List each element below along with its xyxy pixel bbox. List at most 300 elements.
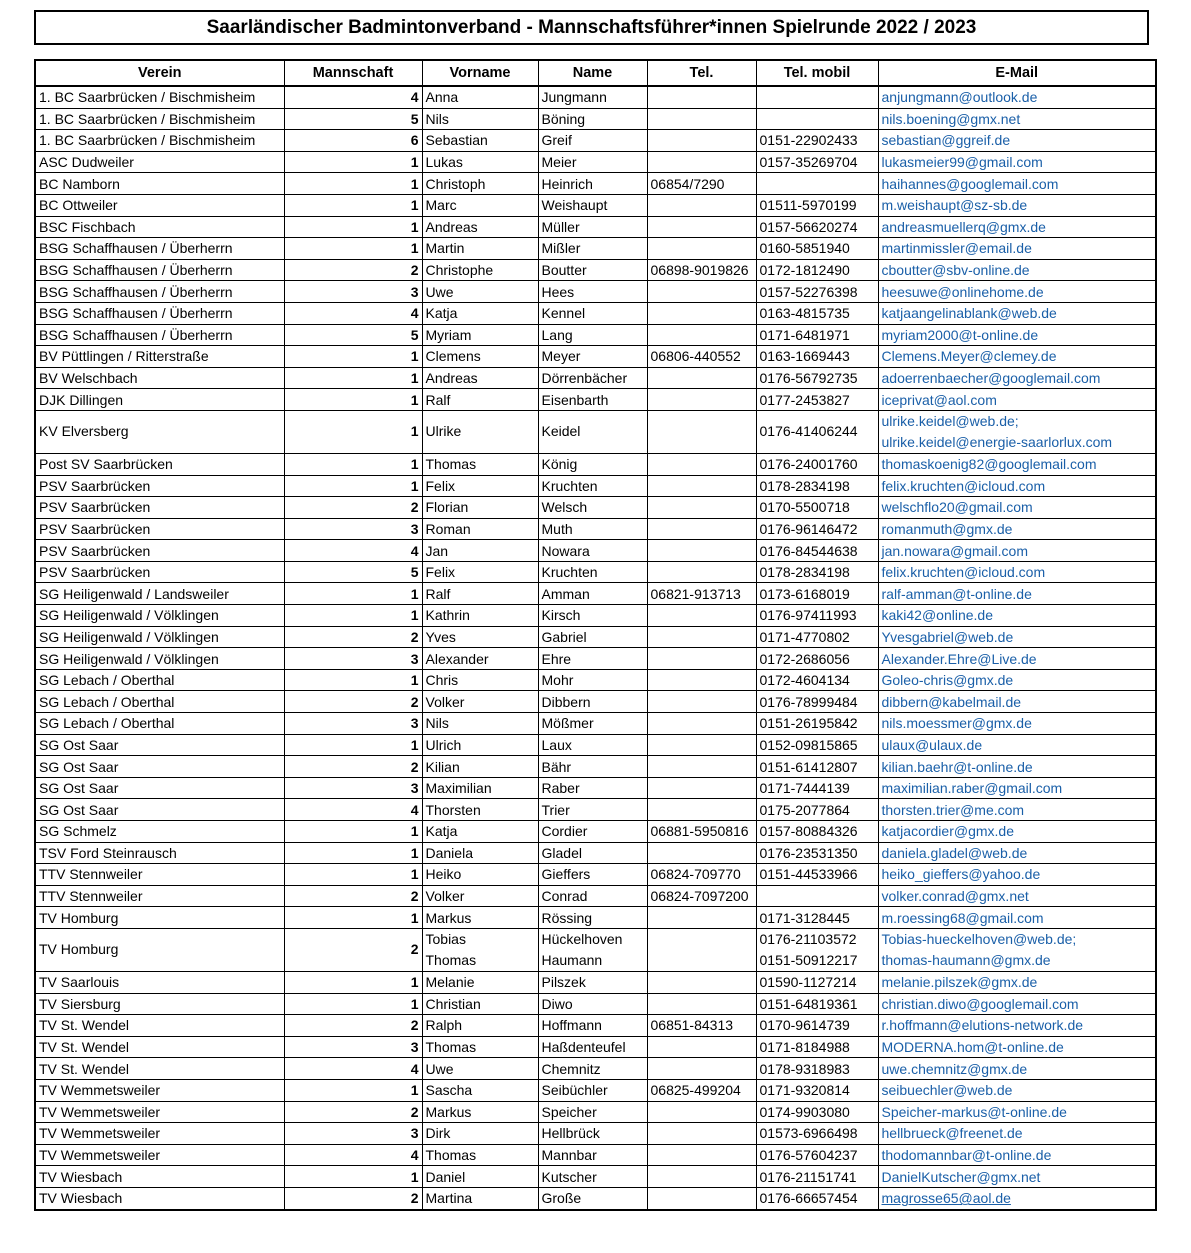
cell-email-link[interactable] — [878, 713, 1156, 735]
cell-tel-mobil — [756, 885, 878, 907]
cell-verein: Post SV Saarbrücken — [35, 453, 284, 475]
cell-email-link[interactable] — [878, 1166, 1156, 1188]
table-row — [35, 648, 1156, 670]
cell-email-link[interactable] — [878, 453, 1156, 475]
cell-name — [538, 1036, 647, 1058]
cell-email-link-value[interactable]: felix.kruchten@icloud.com — [881, 477, 1046, 494]
cell-tel-mobil — [756, 626, 878, 648]
cell-vorname-value: Christoph — [425, 175, 486, 192]
cell-name-value: Rössing — [541, 909, 593, 926]
cell-tel — [647, 346, 756, 368]
table-row — [35, 691, 1156, 713]
cell-vorname — [422, 194, 538, 216]
table-row — [35, 561, 1156, 583]
cell-tel — [647, 734, 756, 756]
cell-name-value: Heinrich — [541, 175, 593, 192]
cell-email-link[interactable] — [878, 302, 1156, 324]
cell-email-link[interactable] — [878, 518, 1156, 540]
cell-email-link[interactable] — [878, 1058, 1156, 1080]
cell-tel-mobil-value: 0172-4604134 — [759, 672, 850, 689]
table-row — [35, 367, 1156, 389]
cell-vorname-value: Clemens — [425, 348, 481, 365]
cell-verein: PSV Saarbrücken — [35, 540, 284, 562]
cell-vorname-value: Volker — [425, 888, 465, 905]
cell-tel — [647, 605, 756, 627]
cell-vorname-value: Jan — [425, 542, 449, 559]
cell-tel — [647, 151, 756, 173]
table-row — [35, 346, 1156, 368]
cell-email-link-value[interactable]: martinmissler@email.de — [881, 240, 1032, 257]
cell-email-link[interactable] — [878, 1123, 1156, 1145]
cell-email-link[interactable] — [878, 497, 1156, 519]
cell-verein: TV St. Wendel — [35, 1058, 284, 1080]
cell-vorname-value: Chris — [425, 672, 459, 689]
cell-mannschaft: 4 — [284, 302, 422, 324]
cell-tel — [647, 583, 756, 605]
cell-tel-mobil-value: 0176-66657454 — [759, 1190, 858, 1207]
cell-email-link[interactable] — [878, 928, 1156, 971]
cell-email-link[interactable] — [878, 540, 1156, 562]
cell-vorname-value: Sascha — [425, 1082, 473, 1099]
cell-email-link[interactable] — [878, 907, 1156, 929]
table-row — [35, 497, 1156, 519]
cell-mannschaft: 4 — [284, 799, 422, 821]
cell-email-link-value[interactable]: thorsten.trier@me.com — [881, 801, 1025, 818]
cell-name-value: Haumann — [541, 951, 603, 968]
cell-tel — [647, 540, 756, 562]
cell-email-link-value[interactable]: ulaux@ulaux.de — [881, 736, 983, 753]
cell-email-link-value[interactable]: Tobias-hueckelhoven@web.de; — [881, 930, 1077, 947]
cell-name-value: Ehre — [541, 650, 572, 667]
cell-email-link-value[interactable]: romanmuth@gmx.de — [881, 520, 1013, 537]
cell-tel-mobil — [756, 346, 878, 368]
cell-email-link-value[interactable]: christian.diwo@googlemail.com — [881, 995, 1079, 1012]
cell-name-value: König — [541, 456, 578, 473]
cell-email-link[interactable] — [878, 410, 1156, 453]
cell-verein: SG Lebach / Oberthal — [35, 713, 284, 735]
cell-email-link[interactable] — [878, 605, 1156, 627]
cell-vorname-value: Ralf — [425, 391, 451, 408]
cell-email-link-value[interactable]: anjungmann@outlook.de — [881, 89, 1038, 106]
table-row — [35, 1187, 1156, 1209]
cell-email-link[interactable] — [878, 756, 1156, 778]
cell-tel-mobil-value: 0151-26195842 — [759, 715, 858, 732]
cell-name-value: Amman — [541, 585, 590, 602]
cell-mannschaft: 1 — [284, 1166, 422, 1188]
cell-tel-mobil-value: 0176-84544638 — [759, 542, 858, 559]
cell-verein: SG Heiligenwald / Landsweiler — [35, 583, 284, 605]
cell-verein: SG Heiligenwald / Völklingen — [35, 626, 284, 648]
cell-name — [538, 518, 647, 540]
cell-vorname-value: Markus — [425, 1103, 472, 1120]
table-row — [35, 518, 1156, 540]
cell-email-link-value[interactable]: Clemens.Meyer@clemey.de — [881, 348, 1057, 365]
cell-email-link[interactable] — [878, 1015, 1156, 1037]
cell-email-link[interactable] — [878, 648, 1156, 670]
cell-name-value: Große — [541, 1190, 582, 1207]
cell-name — [538, 971, 647, 993]
cell-tel-mobil — [756, 1123, 878, 1145]
cell-name-value: Conrad — [541, 888, 588, 905]
cell-email-link-value[interactable]: nils.boening@gmx.net — [881, 110, 1021, 127]
cell-email-link-value[interactable]: andreasmuellerq@gmx.de — [881, 218, 1046, 235]
cell-mannschaft: 1 — [284, 194, 422, 216]
cell-email-link-value[interactable]: uwe.chemnitz@gmx.de — [881, 1060, 1028, 1077]
cell-tel-mobil-value: 0176-96146472 — [759, 520, 858, 537]
cell-email-link-value[interactable]: katjacordier@gmx.de — [881, 823, 1014, 840]
cell-email-link[interactable] — [878, 173, 1156, 195]
cell-name — [538, 86, 647, 108]
cell-tel — [647, 885, 756, 907]
cell-tel-value — [651, 421, 753, 442]
cell-email-link-value[interactable]: felix.kruchten@icloud.com — [881, 564, 1046, 581]
cell-verein: BSG Schaffhausen / Überherrn — [35, 302, 284, 324]
cell-tel — [647, 971, 756, 993]
cell-email-link-value[interactable]: Yvesgabriel@web.de — [881, 628, 1014, 645]
cell-tel-value: 06821-913713 — [650, 585, 741, 602]
cell-tel-value: 06825-499204 — [650, 1082, 741, 1099]
cell-tel — [647, 259, 756, 281]
cell-email-link-value[interactable]: Goleo-chris@gmx.de — [881, 672, 1014, 689]
cell-vorname — [422, 691, 538, 713]
cell-tel-mobil-value: 0171-8184988 — [759, 1039, 850, 1056]
cell-vorname — [422, 885, 538, 907]
table-row — [35, 799, 1156, 821]
cell-tel-mobil-value: 0174-9903080 — [759, 1103, 850, 1120]
cell-name — [538, 993, 647, 1015]
cell-email-link-value[interactable]: kilian.baehr@t-online.de — [881, 758, 1033, 775]
cell-email-link[interactable] — [878, 1187, 1156, 1209]
cell-mannschaft: 1 — [284, 453, 422, 475]
cell-tel — [647, 1015, 756, 1037]
cell-email-link[interactable] — [878, 1101, 1156, 1123]
cell-email-link-value[interactable]: DanielKutscher@gmx.net — [881, 1168, 1041, 1185]
cell-email-link[interactable] — [878, 626, 1156, 648]
cell-email-link[interactable] — [878, 691, 1156, 713]
cell-vorname-value: Daniela — [425, 844, 473, 861]
cell-vorname — [422, 518, 538, 540]
cell-tel-mobil — [756, 194, 878, 216]
cell-tel-mobil — [756, 108, 878, 130]
cell-tel-mobil-value: 0171-9320814 — [759, 1082, 850, 1099]
cell-vorname-value: Ulrich — [425, 736, 462, 753]
cell-email-link-value[interactable]: thodomannbar@t-online.de — [881, 1147, 1052, 1164]
cell-email-link[interactable] — [878, 367, 1156, 389]
cell-email-link[interactable] — [878, 993, 1156, 1015]
cell-vorname — [422, 281, 538, 303]
cell-tel — [647, 194, 756, 216]
cell-email-link-value[interactable]: Alexander.Ehre@Live.de — [881, 650, 1037, 667]
cell-email-link-value[interactable]: heesuwe@onlinehome.de — [881, 283, 1044, 300]
cell-email-link-value[interactable]: cboutter@sbv-online.de — [881, 262, 1030, 279]
cell-tel — [647, 130, 756, 152]
cell-email-link[interactable] — [878, 583, 1156, 605]
cell-email-link[interactable] — [878, 1144, 1156, 1166]
cell-email-link[interactable] — [878, 151, 1156, 173]
cell-mannschaft: 4 — [284, 1058, 422, 1080]
cell-tel-mobil — [756, 971, 878, 993]
cell-email-link-value[interactable]: lukasmeier99@gmail.com — [881, 154, 1043, 171]
cell-email-link-value[interactable]: heiko_gieffers@yahoo.de — [881, 866, 1041, 883]
cell-verein: SG Lebach / Oberthal — [35, 669, 284, 691]
cell-tel — [647, 410, 756, 453]
cell-email-link[interactable] — [878, 842, 1156, 864]
cell-vorname-value: Tobias — [425, 930, 466, 947]
cell-name — [538, 281, 647, 303]
cell-email-link-value[interactable]: adoerrenbaecher@googlemail.com — [881, 370, 1101, 387]
cell-vorname-value: Kathrin — [425, 607, 470, 624]
cell-vorname — [422, 130, 538, 152]
cell-name-value: Pilszek — [541, 974, 586, 991]
cell-verein: PSV Saarbrücken — [35, 497, 284, 519]
cell-name-value: Mannbar — [541, 1147, 597, 1164]
cell-tel-mobil-value: 0157-52276398 — [759, 283, 858, 300]
cell-tel-mobil — [756, 734, 878, 756]
cell-mannschaft: 1 — [284, 842, 422, 864]
cell-email-link-value[interactable]: m.weishaupt@sz-sb.de — [881, 197, 1028, 214]
table-row — [35, 885, 1156, 907]
cell-verein: SG Lebach / Oberthal — [35, 691, 284, 713]
cell-tel-mobil — [756, 756, 878, 778]
table-row — [35, 993, 1156, 1015]
cell-email-link[interactable] — [878, 777, 1156, 799]
cell-vorname-value: Thorsten — [425, 801, 481, 818]
cell-tel-mobil-value: 0157-80884326 — [759, 823, 858, 840]
cell-verein: SG Ost Saar — [35, 777, 284, 799]
cell-vorname — [422, 971, 538, 993]
cell-vorname — [422, 259, 538, 281]
cell-email-link[interactable] — [878, 734, 1156, 756]
cell-email-link-value[interactable]: iceprivat@aol.com — [881, 391, 997, 408]
cell-email-link-value[interactable]: Speicher-markus@t-online.de — [881, 1103, 1067, 1120]
column-header-name: Name — [538, 60, 647, 86]
cell-email-link[interactable] — [878, 130, 1156, 152]
cell-email-link-value[interactable]: melanie.pilszek@gmx.de — [881, 974, 1038, 991]
cell-name — [538, 907, 647, 929]
cell-email-link-value[interactable]: haihannes@googlemail.com — [881, 175, 1059, 192]
table-row — [35, 1058, 1156, 1080]
cell-email-link-value[interactable]: maximilian.raber@gmail.com — [881, 780, 1063, 797]
cell-email-link-value[interactable]: hellbrueck@freenet.de — [881, 1125, 1023, 1142]
cell-mannschaft: 3 — [284, 281, 422, 303]
cell-email-link[interactable] — [878, 1036, 1156, 1058]
cell-email-link-value[interactable]: kaki42@online.de — [881, 607, 994, 624]
cell-mannschaft: 1 — [284, 410, 422, 453]
cell-name-value: Keidel — [541, 423, 581, 440]
cell-email-link[interactable] — [878, 216, 1156, 238]
cell-tel — [647, 648, 756, 670]
cell-email-link[interactable] — [878, 799, 1156, 821]
cell-mannschaft: 1 — [284, 583, 422, 605]
cell-mannschaft: 3 — [284, 1036, 422, 1058]
cell-vorname-value: Martin — [425, 240, 465, 257]
cell-email-link-value[interactable]: r.hoffmann@elutions-network.de — [881, 1017, 1084, 1034]
cell-email-link-value[interactable]: thomas-haumann@gmx.de — [881, 951, 1051, 968]
cell-verein: BSC Fischbach — [35, 216, 284, 238]
cell-tel-mobil-value: 0151-61412807 — [759, 758, 858, 775]
cell-vorname — [422, 777, 538, 799]
table-row — [35, 1101, 1156, 1123]
cell-vorname — [422, 453, 538, 475]
cell-name-value: Speicher — [541, 1103, 597, 1120]
cell-email-link[interactable] — [878, 821, 1156, 843]
cell-name — [538, 885, 647, 907]
cell-vorname — [422, 302, 538, 324]
cell-tel-mobil — [756, 1015, 878, 1037]
cell-tel-mobil-value: 0178-9318983 — [759, 1060, 850, 1077]
cell-name — [538, 928, 647, 971]
cell-tel-mobil — [756, 1187, 878, 1209]
cell-vorname-value: Christophe — [425, 262, 494, 279]
cell-name-value: Gieffers — [541, 866, 591, 883]
cell-email-link-value[interactable]: volker.conrad@gmx.net — [881, 888, 1029, 905]
cell-email-link-value[interactable]: welschflo20@gmail.com — [881, 499, 1033, 516]
cell-vorname-value: Marc — [425, 197, 457, 214]
cell-tel-mobil — [756, 540, 878, 562]
table-row — [35, 302, 1156, 324]
cell-vorname-value: Katja — [425, 823, 458, 840]
cell-tel-value: 06824-709770 — [650, 866, 741, 883]
cell-name — [538, 626, 647, 648]
cell-email-link[interactable] — [878, 238, 1156, 260]
cell-email-link-value[interactable]: katjaangelinablank@web.de — [881, 305, 1057, 322]
cell-vorname — [422, 583, 538, 605]
cell-tel-mobil — [756, 648, 878, 670]
cell-verein: PSV Saarbrücken — [35, 475, 284, 497]
cell-name — [538, 777, 647, 799]
cell-tel — [647, 842, 756, 864]
cell-tel-mobil-value: 0151-44533966 — [759, 866, 858, 883]
cell-name — [538, 605, 647, 627]
cell-verein: TV Wemmetsweiler — [35, 1123, 284, 1145]
table-row — [35, 410, 1156, 453]
cell-verein: TV Wiesbach — [35, 1187, 284, 1209]
cell-verein: SG Ost Saar — [35, 799, 284, 821]
table-row — [35, 1123, 1156, 1145]
table-row — [35, 324, 1156, 346]
cell-email-link[interactable] — [878, 86, 1156, 108]
cell-email-link[interactable] — [878, 475, 1156, 497]
cell-name-value: Lang — [541, 326, 573, 343]
cell-name-value: Hellbrück — [541, 1125, 600, 1142]
cell-email-link[interactable] — [878, 324, 1156, 346]
cell-tel-value: 06881-5950816 — [650, 823, 749, 840]
cell-vorname-value: Thomas — [425, 456, 477, 473]
cell-vorname — [422, 86, 538, 108]
cell-email-link[interactable] — [878, 346, 1156, 368]
cell-vorname — [422, 842, 538, 864]
cell-name — [538, 130, 647, 152]
cell-email-link-value[interactable]: seibuechler@web.de — [881, 1082, 1013, 1099]
table-row — [35, 734, 1156, 756]
cell-email-link[interactable] — [878, 194, 1156, 216]
cell-name — [538, 1166, 647, 1188]
cell-email-link[interactable] — [878, 885, 1156, 907]
cell-mannschaft: 5 — [284, 324, 422, 346]
cell-tel-mobil — [756, 864, 878, 886]
cell-tel — [647, 497, 756, 519]
cell-email-link-value[interactable]: myriam2000@t-online.de — [881, 326, 1039, 343]
table-row — [35, 1036, 1156, 1058]
cell-mannschaft: 4 — [284, 86, 422, 108]
cell-email-link[interactable] — [878, 669, 1156, 691]
cell-verein: DJK Dillingen — [35, 389, 284, 411]
cell-mannschaft: 1 — [284, 216, 422, 238]
cell-tel-mobil-value: 01573-6966498 — [759, 1125, 858, 1142]
cell-email-link-value[interactable]: ulrike.keidel@web.de; — [881, 412, 1019, 429]
cell-vorname — [422, 1079, 538, 1101]
cell-tel-value: 06851-84313 — [650, 1017, 734, 1034]
cell-email-link[interactable] — [878, 1079, 1156, 1101]
cell-verein: TV Homburg — [35, 907, 284, 929]
cell-email-link[interactable] — [878, 281, 1156, 303]
cell-email-link-value[interactable]: nils.moessmer@gmx.de — [881, 715, 1032, 732]
table-row — [35, 626, 1156, 648]
cell-email-link-value[interactable]: jan.nowara@gmail.com — [881, 542, 1028, 559]
cell-email-link-value[interactable]: ulrike.keidel@energie-saarlorlux.com — [881, 433, 1113, 450]
cell-email-link[interactable] — [878, 108, 1156, 130]
cell-tel-mobil-value: 0176-56792735 — [759, 370, 858, 387]
cell-mannschaft: 2 — [284, 1015, 422, 1037]
cell-mannschaft: 2 — [284, 1101, 422, 1123]
cell-email-link-value[interactable]: magrosse65@aol.de — [881, 1190, 1011, 1207]
cell-verein: KV Elversberg — [35, 410, 284, 453]
cell-email-link-value[interactable]: dibbern@kabelmail.de — [881, 693, 1022, 710]
cell-email-link[interactable] — [878, 259, 1156, 281]
cell-vorname — [422, 151, 538, 173]
cell-tel — [647, 1036, 756, 1058]
cell-mannschaft: 1 — [284, 907, 422, 929]
cell-email-link-value[interactable]: daniela.gladel@web.de — [881, 844, 1028, 861]
cell-email-link[interactable] — [878, 864, 1156, 886]
cell-mannschaft: 2 — [284, 626, 422, 648]
cell-vorname-value: Thomas — [425, 1039, 477, 1056]
cell-email-link[interactable] — [878, 561, 1156, 583]
cell-email-link[interactable] — [878, 971, 1156, 993]
cell-vorname-value: Roman — [425, 520, 471, 537]
cell-name-value: Boutter — [541, 262, 587, 279]
cell-tel-mobil — [756, 238, 878, 260]
cell-tel-mobil-value: 0177-2453827 — [759, 391, 850, 408]
cell-email-link-value[interactable]: ralf-amman@t-online.de — [881, 585, 1032, 602]
table-row — [35, 86, 1156, 108]
cell-email-link-value[interactable]: thomaskoenig82@googlemail.com — [881, 456, 1097, 473]
cell-email-link-value[interactable]: sebastian@ggreif.de — [881, 132, 1011, 149]
cell-email-link-value[interactable]: MODERNA.hom@t-online.de — [881, 1039, 1064, 1056]
cell-vorname-value: Markus — [425, 909, 472, 926]
cell-name-value: Seibüchler — [541, 1082, 608, 1099]
cell-mannschaft: 1 — [284, 864, 422, 886]
cell-tel — [647, 561, 756, 583]
cell-mannschaft: 1 — [284, 734, 422, 756]
table-row — [35, 151, 1156, 173]
column-header-verein: Verein — [35, 60, 284, 86]
cell-name-value: Meyer — [541, 348, 581, 365]
cell-email-link-value[interactable]: m.roessing68@gmail.com — [881, 909, 1044, 926]
cell-email-link[interactable] — [878, 389, 1156, 411]
cell-name-value: Kruchten — [541, 564, 598, 581]
cell-tel — [647, 756, 756, 778]
table-row — [35, 130, 1156, 152]
cell-tel-mobil — [756, 799, 878, 821]
cell-name — [538, 216, 647, 238]
cell-name-value: Meier — [541, 154, 577, 171]
table-row — [35, 583, 1156, 605]
cell-tel-mobil — [756, 1058, 878, 1080]
cell-vorname-value: Martina — [425, 1190, 473, 1207]
cell-vorname-value: Alexander — [425, 650, 489, 667]
cell-verein: TV Wemmetsweiler — [35, 1079, 284, 1101]
